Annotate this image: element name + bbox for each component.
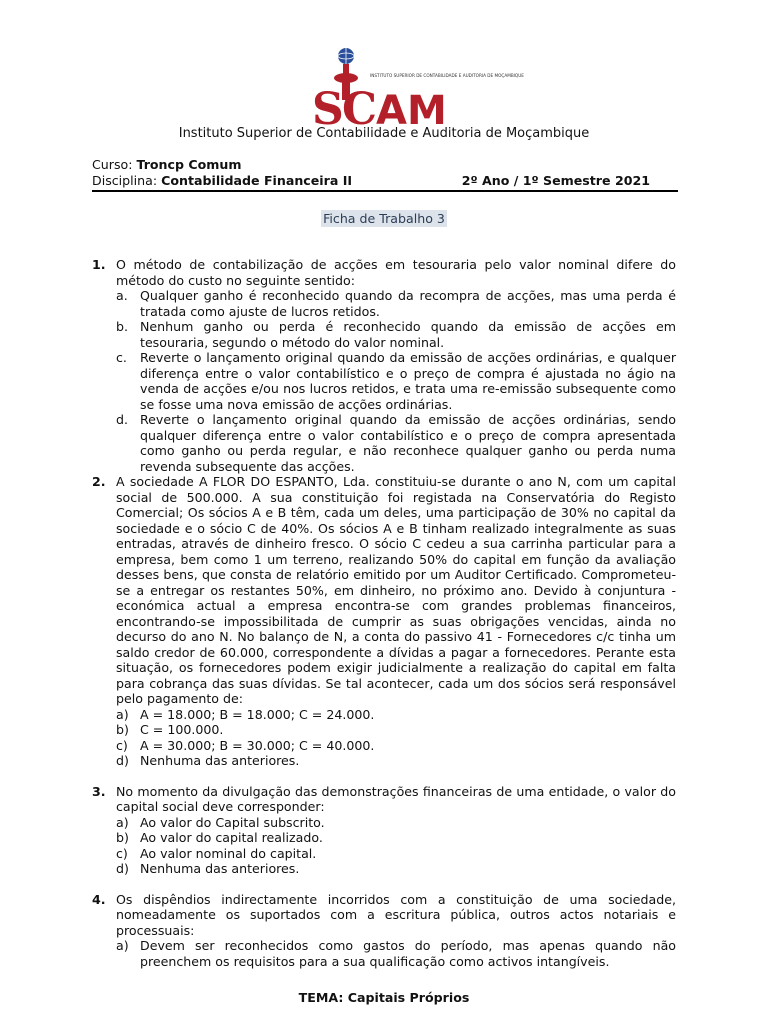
option <box>116 815 676 831</box>
option <box>116 846 676 862</box>
question <box>92 257 676 474</box>
option-text: Ao valor do Capital subscrito. <box>140 814 325 830</box>
option-text: Nenhuma das anteriores. <box>140 753 300 768</box>
option-label: a) <box>116 938 129 953</box>
discipline-label: Disciplina: <box>92 173 158 188</box>
iscam-logo <box>312 44 524 135</box>
question-text: Os dispêndios indirectamente incorridos com a constituição de uma sociedade, nomeadamente os suportados com a escritura pública, outros actos notariais e processuais: <box>116 891 676 938</box>
course-label: Curso: <box>92 157 133 172</box>
option-label: c. <box>116 350 127 365</box>
course-line <box>92 157 242 173</box>
option-label: b. <box>116 319 128 334</box>
option-label: a. <box>116 288 128 303</box>
institute-name: Instituto Superior de Contabilidade e Auditoria de Moçambique <box>178 126 590 141</box>
option <box>116 707 676 723</box>
question-number: 3. <box>92 783 106 799</box>
option-label: a) <box>116 706 129 722</box>
svg-text:C: C <box>342 84 378 135</box>
questions <box>92 257 676 969</box>
option-label: c) <box>116 845 128 861</box>
discipline-line <box>92 173 678 192</box>
question <box>92 474 676 769</box>
option <box>116 412 676 474</box>
option <box>116 350 676 412</box>
question-number: 4. <box>92 891 106 907</box>
option <box>116 861 676 877</box>
question <box>92 784 676 877</box>
svg-text:AM: AM <box>376 88 447 134</box>
option <box>116 738 676 754</box>
question <box>92 892 676 970</box>
option-text: C = 100.000. <box>140 722 224 737</box>
option-text: Ao valor do capital realizado. <box>140 830 323 845</box>
question-number: 2. <box>92 474 106 489</box>
option-text: Nenhum ganho ou perda é reconhecido quando da emissão de acções em tesouraria, segundo o método do valor nominal. <box>140 319 676 350</box>
option-text: Ao valor nominal do capital. <box>140 845 317 861</box>
option-text: Nenhuma das anteriores. <box>140 861 300 876</box>
option <box>116 722 676 738</box>
option-label: b) <box>116 830 129 845</box>
option-label: d. <box>116 412 128 427</box>
option-text: Reverte o lançamento original quando da emissão de acções ordinárias, sendo qualquer diferença entre o valor contabilístico e o preço de compra apresentada como ganho ou perda regular, e não reconhece qualquer ganho ou perda numa revenda subsequente das acções. <box>140 412 676 474</box>
question-text: No momento da divulgação das demonstrações financeiras de uma entidade, o valor do capital social deve corresponder: <box>116 783 676 814</box>
question-text: O método de contabilização de acções em tesouraria pelo valor nominal difere do método do custo no seguinte sentido: <box>116 257 676 288</box>
option-text: Reverte o lançamento original quando da emissão de acções ordinárias, e qualquer diferença entre o valor contabilístico e o preço de compra é ajustada no ágio na venda de acções e/ou nos lucros retidos, e trata uma re-emissão subsequente como se fosse uma nova emissão de acções ordinárias. <box>140 350 676 412</box>
question-text: A sociedade A FLOR DO ESPANTO, Lda. constituiu-se durante o ano N, com um capital social de 500.000. A sua constituição foi registada na Conservatória do Registo Comercial; Os sócios A e B têm, cada um deles, uma participação de 30% no capital da sociedade e o sócio C de 40%. Os sócios A e B tinham realizado integralmente as suas entradas, através de dinheiro fresco. O sócio C cedeu a sua carrinha particular para a empresa, bem como 1 um terreno, realizando 50% do capital em função da avaliação desses bens, que consta de relatório emitido por um Auditor Certificado. Comprometeu-se a entregar os restantes 50%, em dinheiro, no próximo ano. Devido à conjuntura - económica actual a empresa encontra-se com grandes problemas financeiros, encontrando-se impossibilitada de cumprir as suas obrigações vencidas, ainda no decurso do ano N. No balanço de N, a conta do passivo 41 - Fornecedores c/c tinha um saldo credor de 60.000, correspondente a dívidas a pagar a fornecedores. Perante esta situação, os fornecedores podem exigir judicialmente a realização do capital em falta para cobrança das suas dívidas. Se tal acontecer, cada um dos sócios será responsável pelo pagamento de: <box>116 474 676 706</box>
option <box>116 753 676 769</box>
course-value: Troncp Comum <box>136 157 242 172</box>
option <box>116 830 676 846</box>
option-label: d) <box>116 753 129 768</box>
option-label: a) <box>116 814 129 830</box>
svg-text:S: S <box>312 84 344 135</box>
footer-theme: TEMA: Capitais Próprios <box>298 990 470 1005</box>
option-label: c) <box>116 737 128 753</box>
discipline-value: Contabilidade Financeira II <box>161 173 353 188</box>
worksheet-title-wrap <box>0 211 768 227</box>
option-text: Qualquer ganho é reconhecido quando da recompra de acções, mas uma perda é tratada como ajuste de lucros retidos. <box>140 288 676 319</box>
option-label: b) <box>116 722 129 737</box>
option-text: Devem ser reconhecidos como gastos do período, mas apenas quando não preenchem os requisitos para a sua qualificação como activos intangíveis. <box>140 938 676 969</box>
option <box>116 288 676 319</box>
worksheet-title: Ficha de Trabalho 3 <box>323 211 445 226</box>
option-label: d) <box>116 861 129 876</box>
year-semester: 2º Ano / 1º Semestre 2021 <box>461 173 650 188</box>
logo-text: ISCAM <box>312 44 316 45</box>
question-number: 1. <box>92 257 106 272</box>
option-text: A = 30.000; B = 30.000; C = 40.000. <box>140 737 375 753</box>
option <box>116 938 676 969</box>
option-text: A = 18.000; B = 18.000; C = 24.000. <box>140 706 375 722</box>
logo-small-text: INSTITUTO SUPERIOR DE CONTABILIDADE E AUDITORIA DE MOÇAMBIQUE <box>370 73 524 78</box>
option <box>116 319 676 350</box>
